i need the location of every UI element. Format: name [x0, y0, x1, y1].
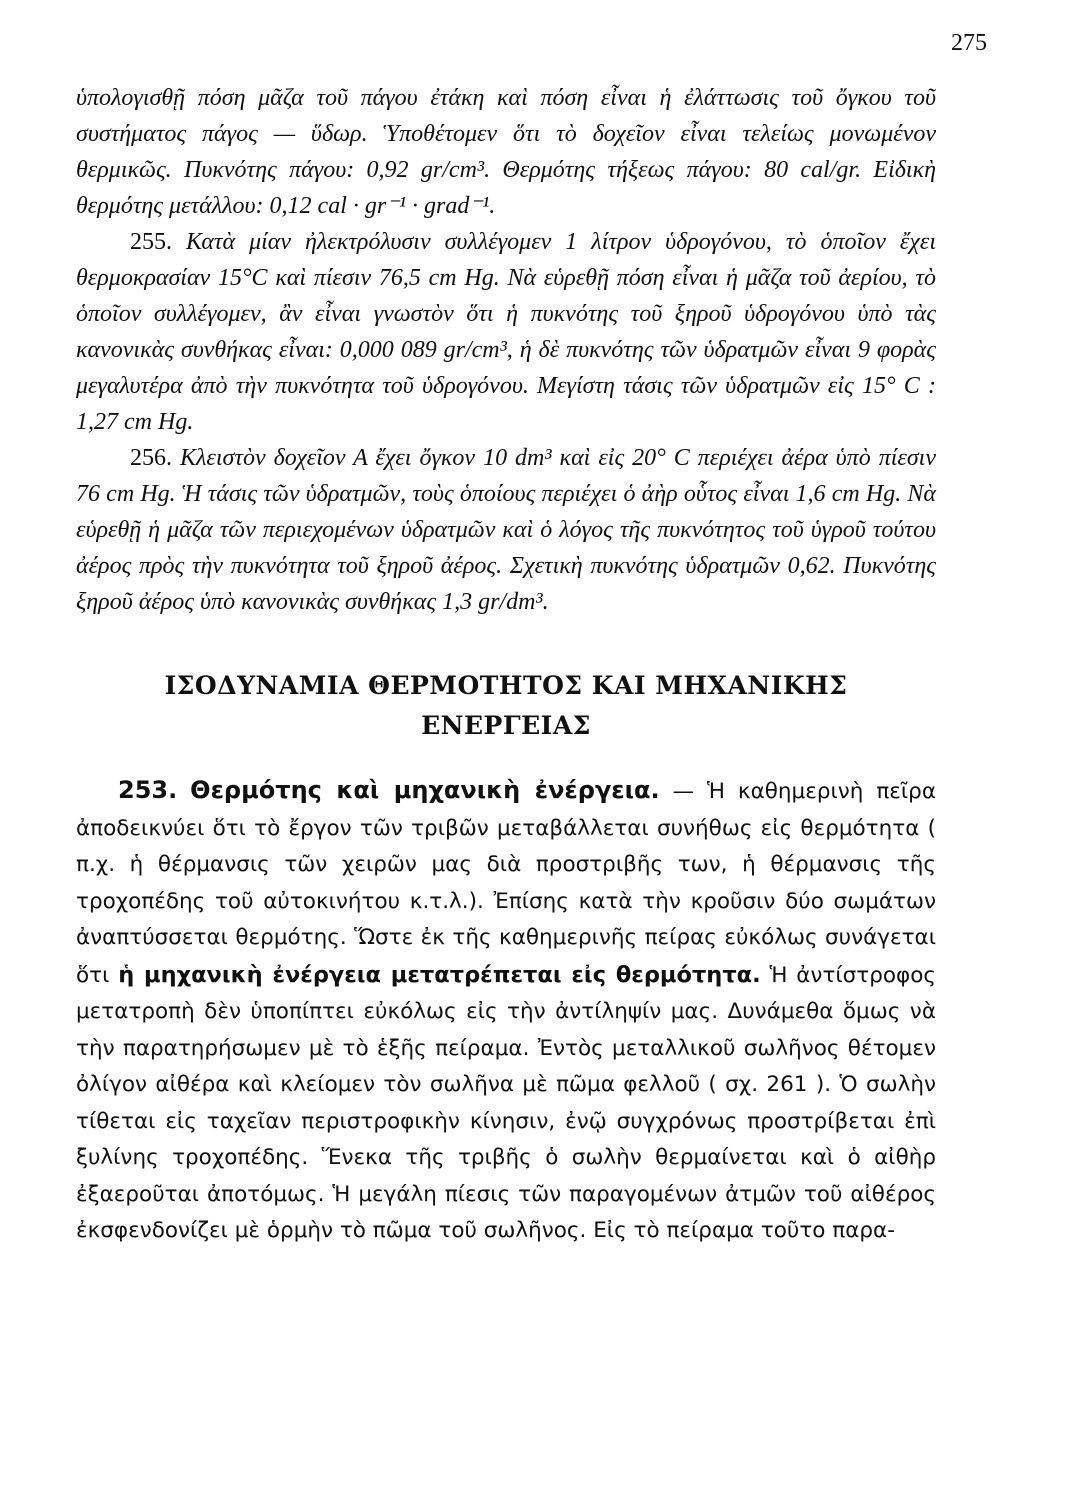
section-number: 253.: [118, 776, 178, 804]
exercise-list: [76, 80, 936, 620]
exercise-continuation: [76, 80, 936, 224]
section-title: Θερμότης καὶ μηχανικὴ ἐνέργεια.: [190, 776, 660, 804]
chapter-heading-line-2: ΕΝΕΡΓΕΙΑΣ: [421, 711, 591, 740]
chapter-heading-line-1: ΙΣΟΔΥΝΑΜΙΑ ΘΕΡΜΟΤΗΤΟΣ ΚΑΙ ΜΗΧΑΝΙΚΗΣ: [164, 671, 848, 700]
exercise-255: [76, 224, 936, 440]
section-body-part-1: — Ἡ καθημερινὴ πεῖρα ἀποδεικνύει ὅτι τὸ ἔργον τῶν τριβῶν μεταβάλλεται συνήθως εἰς θερμότητα ( π.χ. ἡ θέρμανσις τῶν χειρῶν μας διὰ προστριβῆς των, ἡ θέρμανσις τῆς τροχοπέδης τοῦ αὐτοκινήτου κ.τ.λ.). Ἐπίσης κατὰ τὴν κροῦσιν δύο σωμάτων ἀναπτύσσεται θερμότης. Ὥστε ἐκ τῆς καθημερινῆς πείρας εὐκόλως συνάγεται ὅτι: [76, 779, 936, 988]
exercise-text: Κλειστὸν δοχεῖον Α ἔχει ὄγκον 10 dm³ καὶ εἰς 20° C περιέχει ἀέρα ὑπὸ πίεσιν 76 cm Hg. Ἡ τάσις τῶν ὑδρατμῶν, τοὺς ὁποίους περιέχει ὁ ἀὴρ οὗτος εἶναι 1,6 cm Hg. Νὰ εὑρεθῇ ἡ μᾶζα τῶν περιεχομένων ὑδρατμῶν καὶ ὁ λόγος τῆς πυκνότητος τοῦ ὑγροῦ τούτου ἀέρος πρὸς τὴν πυκνότητα τοῦ ξηροῦ ἀέρος. Σχετικὴ πυκνότης ὑδρατμῶν 0,62. Πυκνότης ξηροῦ ἀέρος ὑπὸ κανονικὰς συνθήκας 1,3 gr/dm³.: [76, 445, 936, 615]
section-body-part-2: Ἡ ἀντίστροφος μετατροπὴ δὲν ὑποπίπτει εὐκόλως εἰς τὴν ἀντίληψίν μας. Δυνάμεθα ὅμως νὰ τὴν παρατηρήσωμεν μὲ τὸ ἑξῆς πείραμα. Ἐντὸς μεταλλικοῦ σωλῆνος θέτομεν ὀλίγον αἰθέρα καὶ κλείομεν τὸν σωλῆνα μὲ πῶμα φελλοῦ ( σχ. 261 ). Ὁ σωλὴν τίθεται εἰς ταχεῖαν περιστροφικὴν κίνησιν, ἐνῷ συγχρόνως προστρίβεται ἐπὶ ξυλίνης τροχοπέδης. Ἕνεκα τῆς τριβῆς ὁ σωλὴν θερμαίνεται καὶ ὁ αἰθὴρ ἐξαεροῦται ἀποτόμως. Ἡ μεγάλη πίεσις τῶν παραγομένων ἀτμῶν τοῦ αἰθέρος ἐκσφενδονίζει μὲ ὁρμὴν τὸ πῶμα τοῦ σωλῆνος. Εἰς τὸ πείραμα τοῦτο παρα-: [76, 962, 936, 1243]
section-emphasis: ἡ μηχανικὴ ἐνέργεια μετατρέπεται εἰς θερμότητα.: [118, 961, 761, 988]
exercise-number: 255.: [130, 229, 172, 255]
chapter-heading: [76, 666, 936, 746]
page-number: 275: [951, 30, 987, 56]
exercise-number: 256.: [130, 445, 172, 471]
exercise-text: ὑπολογισθῇ πόση μᾶζα τοῦ πάγου ἐτάκη καὶ πόση εἶναι ἡ ἐλάττωσις τοῦ ὄγκου τοῦ συστήματος πάγος — ὕδωρ. Ὑποθέτομεν ὅτι τὸ δοχεῖον εἶναι τελείως μονωμένον θερμικῶς. Πυκνότης πάγου: 0,92 gr/cm³. Θερμότης τήξεως πάγου: 80 cal/gr. Εἰδικὴ θερμότης μετάλλου: 0,12 cal · gr⁻¹ · grad⁻¹.: [76, 85, 936, 219]
page-content: [76, 80, 936, 1250]
section-253: [76, 772, 936, 1250]
exercise-256: [76, 440, 936, 620]
exercise-text: Κατὰ μίαν ἠλεκτρόλυσιν συλλέγομεν 1 λίτρον ὑδρογόνου, τὸ ὁποῖον ἔχει θερμοκρασίαν 15°C καὶ πίεσιν 76,5 cm Hg. Νὰ εὑρεθῇ πόση εἶναι ἡ μᾶζα τοῦ ἀερίου, τὸ ὁποῖον συλλέγομεν, ἂν εἶναι γνωστὸν ὅτι ἡ πυκνότης τοῦ ξηροῦ ὑδρογόνου ὑπὸ τὰς κανονικὰς συνθήκας εἶναι: 0,000 089 gr/cm³, ἡ δὲ πυκνότης τῶν ὑδρατμῶν εἶναι 9 φορὰς μεγαλυτέρα ἀπὸ τὴν πυκνότητα τοῦ ὑδρογόνου. Μεγίστη τάσις τῶν ὑδρατμῶν εἰς 15° C : 1,27 cm Hg.: [76, 229, 936, 435]
